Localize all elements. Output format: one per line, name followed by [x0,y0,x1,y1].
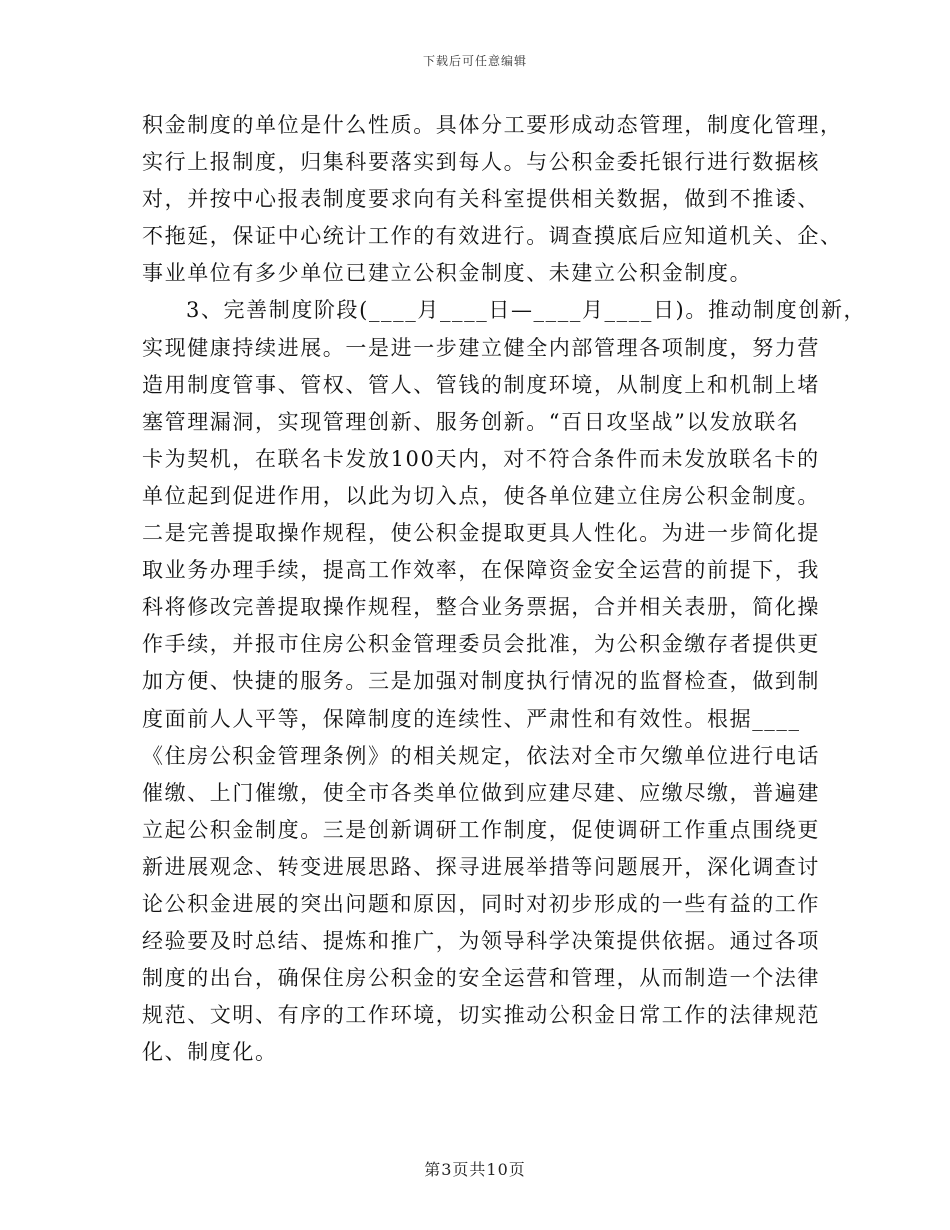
paragraph-line: 积金制度的单位是什么性质。具体分工要形成动态管理，制度化管理， [142,113,843,137]
paragraph-line: 作手续，并报市住房公积金管理委员会批准，为公积金缴存者提供更 [142,632,820,657]
page-header: 下载后可任意编辑 [422,54,527,68]
paragraph-line: 立起公积金制度。三是创新调研工作制度，促使调研工作重点围绕更 [142,817,820,842]
paragraph-line: 新进展观念、转变进展思路、探寻进展举措等问题展开，深化调查讨 [142,854,820,879]
paragraph-line: 科将修改完善提取操作规程，整合业务票据，合并相关表册，简化操 [142,595,820,620]
paragraph-line: 事业单位有多少单位已建立公积金制度、未建立公积金制度。 [142,261,753,286]
paragraph-line: 度面前人人平等，保障制度的连续性、严肃性和有效性。根据____ [142,706,801,731]
document-body [142,107,867,1071]
paragraph-line: 单位起到促进作用，以此为切入点，使各单位建立住房公积金制度。 [142,483,820,508]
paragraph-line: 造用制度管事、管权、管人、管钱的制度环境，从制度上和机制上堵 [142,372,820,397]
paragraph-line: 《住房公积金管理条例》的相关规定，依法对全市欠缴单位进行电话 [142,743,820,768]
paragraph-line: 化、制度化。 [142,1040,278,1065]
paragraph-line: 对，并按中心报表制度要求向有关科室提供相关数据，做到不推诿、 [142,187,820,212]
paragraph-line: 取业务办理手续，提高工作效率，在保障资金安全运营的前提下，我 [142,558,820,583]
paragraph-line: 卡为契机，在联名卡发放100天内，对不符合条件而未发放联名卡的 [142,446,820,471]
paragraph-line: 3、完善制度阶段(____月____日—____月____日)。推动制度创新， [186,298,867,323]
paragraph-line: 塞管理漏洞，实现管理创新、服务创新。“百日攻坚战”以发放联名 [142,409,800,434]
paragraph-line: 制度的出台，确保住房公积金的安全运营和管理，从而制造一个法律 [142,966,820,991]
paragraph-line: 经验要及时总结、提炼和推广，为领导科学决策提供依据。通过各项 [142,929,820,954]
paragraph-line: 加方便、快捷的服务。三是加强对制度执行情况的监督检查，做到制 [142,669,820,694]
paragraph-line: 论公积金进展的突出问题和原因，同时对初步形成的一些有益的工作 [142,891,820,916]
page-number: 第3页共10页 [424,1160,526,1179]
paragraph-line: 不拖延，保证中心统计工作的有效进行。调查摸底后应知道机关、企、 [142,224,843,249]
paragraph-line: 实现健康持续进展。一是进一步建立健全内部管理各项制度，努力营 [142,335,820,360]
paragraph-line: 二是完善提取操作规程，使公积金提取更具人性化。为进一步简化提 [142,521,820,546]
paragraph-line: 催缴、上门催缴，使全市各类单位做到应建尽建、应缴尽缴，普遍建 [142,780,820,805]
paragraph-line: 实行上报制度，归集科要落实到每人。与公积金委托银行进行数据核 [142,150,820,175]
paragraph-line: 规范、文明、有序的工作环境，切实推动公积金日常工作的法律规范 [142,1003,820,1028]
